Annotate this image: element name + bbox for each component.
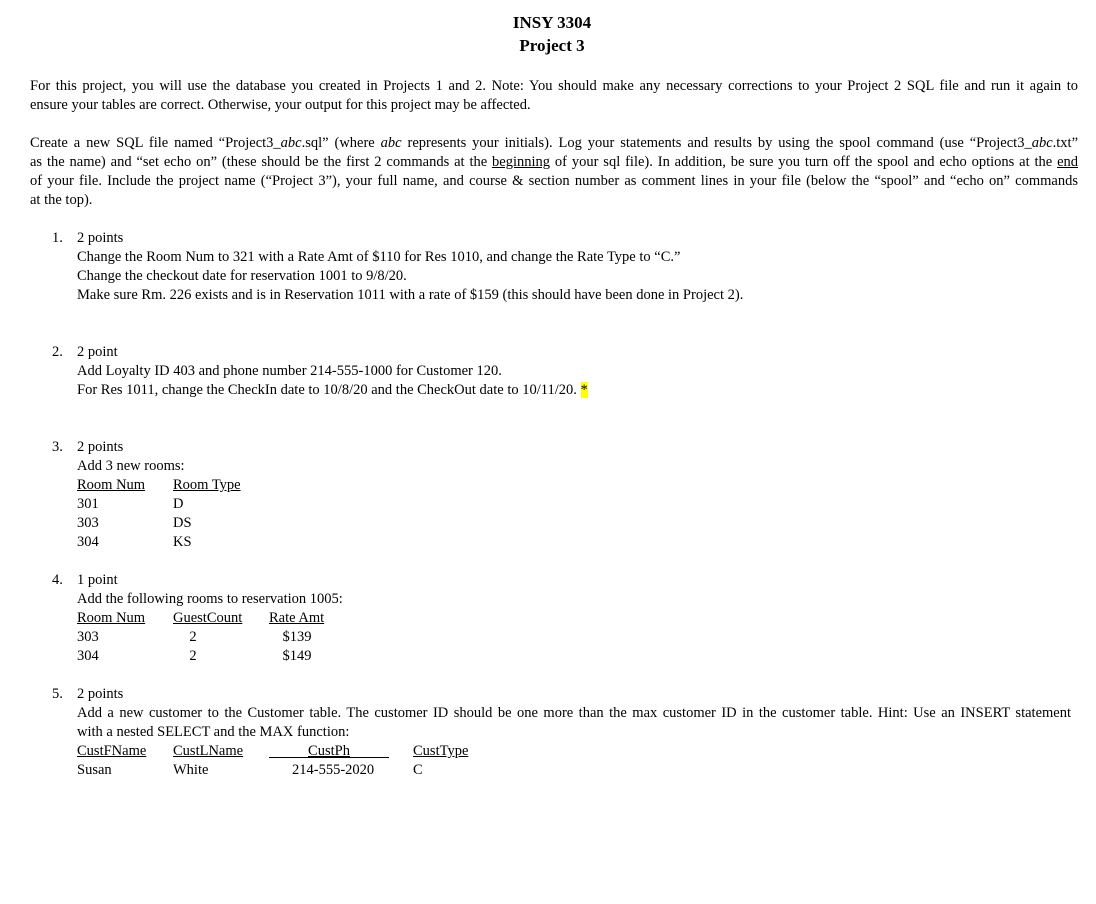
- intro-p2-line2: as the name) and “set echo on” (these should be the first 2 commands at the beginning of your sql file). In addition, be sure you turn off the spool and echo options at the end: [30, 154, 1078, 170]
- intro-paragraph-1: [30, 77, 1078, 115]
- q4-row1-guest-count: 2: [189, 629, 197, 645]
- project-title: Project 3: [519, 36, 585, 55]
- intro-p2-line3: of your file. Include the project name (“Project 3”), your full name, and course & section number as comment lines in your file (below the “spool” and “echo on” commands: [30, 173, 1078, 189]
- q2-line1: Add Loyalty ID 403 and phone number 214-555-1000 for Customer 120.: [77, 363, 502, 379]
- q4-number: 4.: [52, 572, 63, 588]
- q4-header-rate-amt: Rate Amt: [269, 610, 325, 626]
- q4-points: 1 point: [77, 572, 118, 588]
- q3-row2-room-type: DS: [173, 515, 192, 531]
- q5-number: 5.: [52, 686, 63, 702]
- q5-row-cust-type: C: [413, 762, 423, 778]
- q2-number: 2.: [52, 344, 63, 360]
- q1-line1: Change the Room Num to 321 with a Rate Amt of $110 for Res 1010, and change the Rate Type to “C.”: [77, 249, 681, 265]
- q4-header-room-num: Room Num: [77, 610, 146, 626]
- q1-line2: Change the checkout date for reservation 1001 to 9/8/20.: [77, 268, 407, 284]
- intro-p2-line4: at the top).: [30, 192, 93, 208]
- q3-number: 3.: [52, 439, 63, 455]
- q2-points: 2 point: [77, 344, 118, 360]
- q5-header-cust-ph: CustPh: [308, 743, 350, 759]
- course-title: INSY 3304: [512, 13, 592, 32]
- q1-number: 1.: [52, 230, 63, 246]
- q3-row3-room-num: 304: [77, 534, 99, 550]
- q4-row1-rate-amt: $139: [282, 629, 312, 645]
- q5-cust-ph-underline: [269, 757, 389, 758]
- q3-row1-room-num: 301: [77, 496, 99, 512]
- q4-row2-guest-count: 2: [189, 648, 197, 664]
- q3-header-room-num: Room Num: [77, 477, 146, 493]
- intro-p1-line1: For this project, you will use the database you created in Projects 1 and 2. Note: You should make any necessary corrections to your Project 2 SQL file and run it again to: [30, 78, 1078, 94]
- highlight-asterisk: *: [580, 382, 588, 398]
- q5-header-cust-type: CustType: [413, 743, 469, 759]
- q1-points: 2 points: [77, 230, 124, 246]
- q5-header-cust-lname: CustLName: [173, 743, 244, 759]
- q1-line3: Make sure Rm. 226 exists and is in Reservation 1011 with a rate of $159 (this should have been done in Project 2).: [77, 287, 744, 303]
- q5-line2: with a nested SELECT and the MAX function:: [77, 724, 350, 740]
- q4-row2-rate-amt: $149: [282, 648, 312, 664]
- q3-points: 2 points: [77, 439, 124, 455]
- q3-row2-room-num: 303: [77, 515, 99, 531]
- intro-p2-line1: Create a new SQL file named “Project3_abc.sql” (where abc represents your initials). Log your statements and results by using the spool command (use “Project3_abc.txt”: [30, 135, 1079, 151]
- q3-row3-room-type: KS: [173, 534, 192, 550]
- q3-line1: Add 3 new rooms:: [77, 458, 185, 474]
- q5-line1: Add a new customer to the Customer table. The customer ID should be one more than the max customer ID in the customer table. Hint: Use an INSERT statement: [77, 705, 1071, 721]
- q5-header-cust-fname: CustFName: [77, 743, 147, 759]
- intro-paragraph-2: [30, 134, 1078, 210]
- q4-row1-room-num: 303: [77, 629, 99, 645]
- q4-row2-room-num: 304: [77, 648, 99, 664]
- q5-points: 2 points: [77, 686, 124, 702]
- q3-row1-room-type: D: [173, 496, 184, 512]
- q5-row-cust-ph: 214-555-2020: [292, 762, 375, 778]
- q4-header-guest-count: GuestCount: [173, 610, 243, 626]
- intro-p1-line2: ensure your tables are correct. Otherwise, your output for this project may be affected.: [30, 97, 531, 113]
- q5-row-cust-lname: White: [173, 762, 209, 778]
- q2-line2: For Res 1011, change the CheckIn date to 10/8/20 and the CheckOut date to 10/11/20. *: [77, 382, 588, 398]
- q5-row-cust-fname: Susan: [77, 762, 112, 778]
- q3-header-room-type: Room Type: [173, 477, 241, 493]
- q4-line1: Add the following rooms to reservation 1005:: [77, 591, 343, 607]
